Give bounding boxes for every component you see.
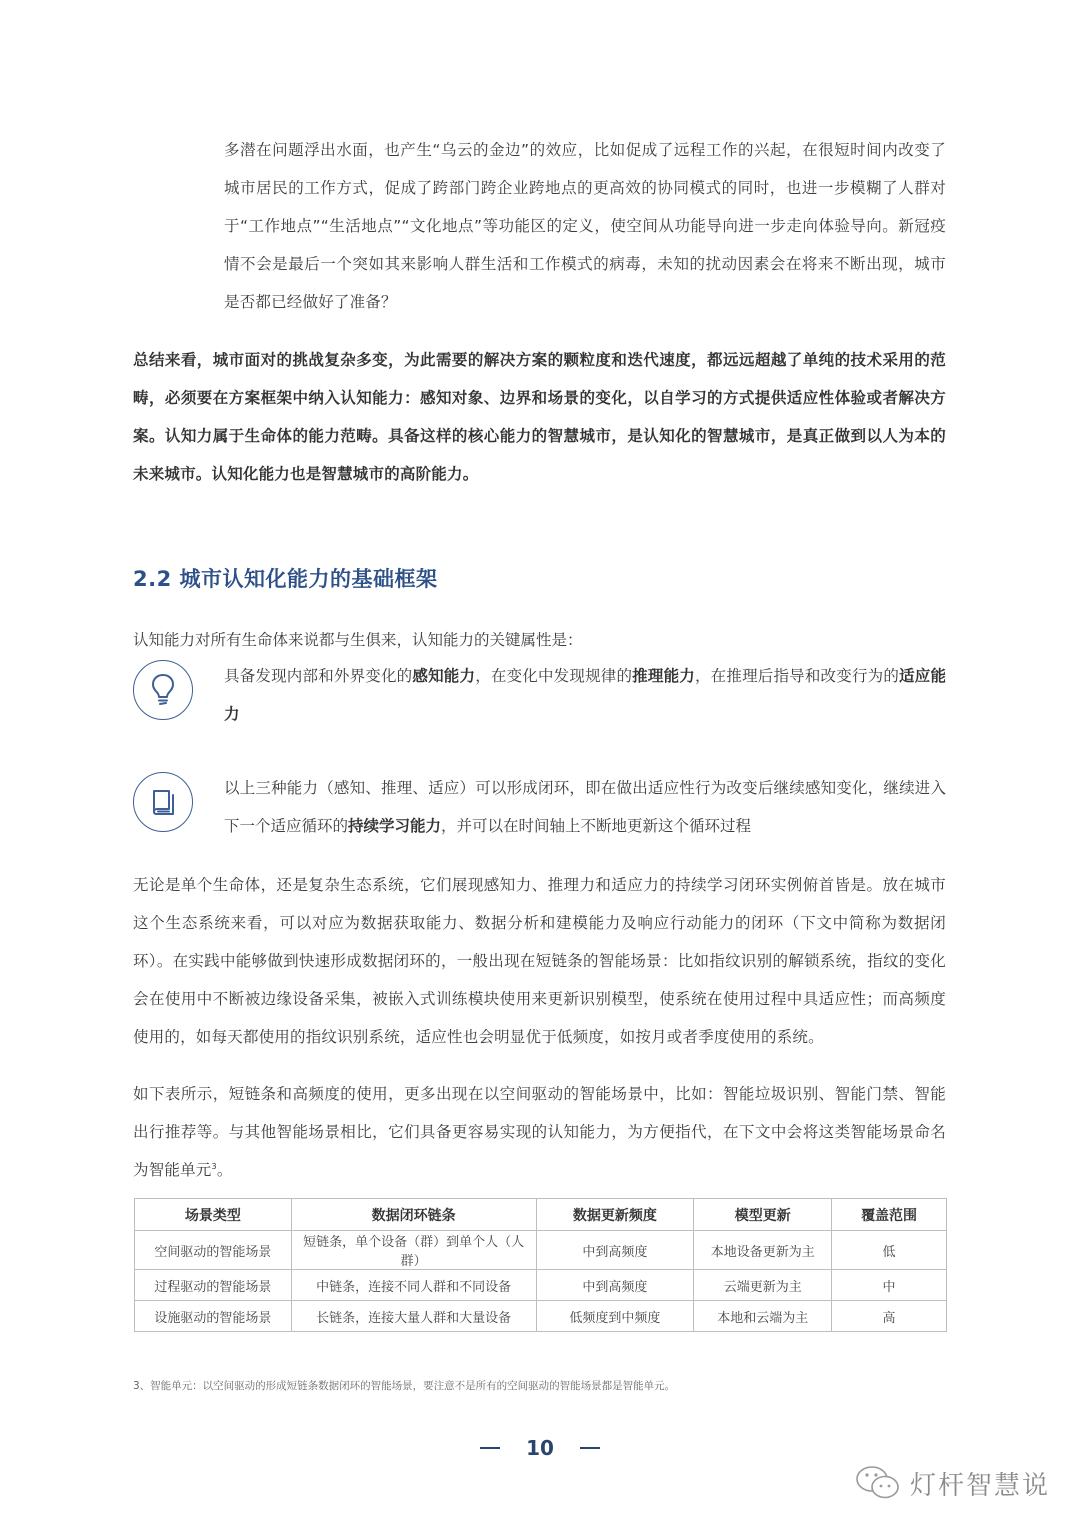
section-intro: 认知能力对所有生命体来说都与生俱来，认知能力的关键属性是： xyxy=(133,631,583,649)
text-segment: ，并可以在时间轴上不断地更新这个循环过程 xyxy=(441,817,752,835)
table-cell: 过程驱动的智能场景 xyxy=(135,1270,292,1301)
scenario-table xyxy=(134,1198,947,1332)
text-segment: ，在变化中发现规律的 xyxy=(475,667,633,685)
table-header: 数据更新频度 xyxy=(536,1199,694,1231)
body-paragraph-2-end: 。 xyxy=(216,1161,233,1179)
table-cell: 空间驱动的智能场景 xyxy=(135,1231,292,1270)
table-cell: 中 xyxy=(832,1270,947,1301)
feature-text xyxy=(224,657,946,733)
table-cell: 短链条，单个设备（群）到单个人（人群） xyxy=(291,1231,536,1270)
book-icon xyxy=(133,772,193,832)
table-cell: 中链条，连接不同人群和不同设备 xyxy=(291,1270,536,1301)
table-cell: 低频度到中频度 xyxy=(536,1301,694,1332)
body-paragraph-2-text: 如下表所示，短链条和高频度的使用，更多出现在以空间驱动的智能场景中，比如：智能垃圾识别、智能门禁、智能出行推荐等。与其他智能场景相比，它们具备更容易实现的认知能力，为方便指代，在下文中会将这类智能场景命名为智能单元 xyxy=(133,1085,946,1179)
watermark xyxy=(854,1463,1050,1503)
table-cell: 低 xyxy=(832,1231,947,1270)
table-header-row xyxy=(135,1199,947,1231)
wechat-icon xyxy=(854,1463,904,1503)
keyword-perception: 感知能力 xyxy=(412,667,476,685)
lightbulb-icon xyxy=(133,660,193,720)
page-number-text: 10 xyxy=(526,1436,554,1460)
table-row xyxy=(135,1301,947,1332)
table-row xyxy=(135,1231,947,1270)
table-cell: 中到高频度 xyxy=(536,1231,694,1270)
dash-left xyxy=(480,1447,500,1449)
dash-right xyxy=(580,1447,600,1449)
table-cell: 高 xyxy=(832,1301,947,1332)
table-cell: 长链条，连接大量人群和大量设备 xyxy=(291,1301,536,1332)
footnote: 3、智能单元：以空间驱动的形成短链条数据闭环的智能场景，要注意不是所有的空间驱动的智能场景都是智能单元。 xyxy=(133,1380,676,1392)
body-paragraph-1: 无论是单个生命体，还是复杂生态系统，它们展现感知力、推理力和适应力的持续学习闭环实例俯首皆是。放在城市这个生态系统来看，可以对应为数据获取能力、数据分析和建模能力及响应行动能力的闭环（下文中简称为数据闭环）。在实践中能够做到快速形成数据闭环的，一般出现在短链条的智能场景：比如指纹识别的解锁系统，指纹的变化会在使用中不断被边缘设备采集，被嵌入式训练模块使用来更新识别模型，使系统在使用过程中具适应性；而高频度使用的，如每天都使用的指纹识别系统，适应性也会明显优于低频度，如按月或者季度使用的系统。 xyxy=(133,876,946,1046)
table-header: 场景类型 xyxy=(135,1199,292,1231)
keyword-reasoning: 推理能力 xyxy=(632,667,695,685)
summary-paragraph: 总结来看，城市面对的挑战复杂多变，为此需要的解决方案的颗粒度和迭代速度，都远远超越了单纯的技术采用的范畴，必须要在方案框架中纳入认知能力：感知对象、边界和场景的变化，以自学习的方式提供适应性体验或者解决方案。认知力属于生命体的能力范畴。具备这样的核心能力的智慧城市，是认知化的智慧城市，是真正做到以人为本的未来城市。认知化能力也是智慧城市的高阶能力。 xyxy=(133,351,946,483)
table-cell: 本地和云端为主 xyxy=(694,1301,832,1332)
watermark-text: 灯杆智慧说 xyxy=(910,1470,1051,1501)
text-segment: 以上三种能力（感知、推理、适应）可以形成闭环，即在做出适应性行为改变后继续感知变化，继续进入下一个适应循环的 xyxy=(224,779,946,835)
table-row xyxy=(135,1270,947,1301)
table-header: 覆盖范围 xyxy=(832,1199,947,1231)
table-cell: 设施驱动的智能场景 xyxy=(135,1301,292,1332)
feature-text xyxy=(224,769,946,845)
keyword-continuous-learning: 持续学习能力 xyxy=(348,817,442,835)
text-segment: 具备发现内部和外界变化的 xyxy=(224,667,413,685)
page-number xyxy=(480,1436,600,1460)
table-cell: 本地设备更新为主 xyxy=(694,1231,832,1270)
continued-paragraph: 多潜在问题浮出水面，也产生“乌云的金边”的效应，比如促成了远程工作的兴起，在很短时间内改变了城市居民的工作方式，促成了跨部门跨企业跨地点的更高效的协同模式的同时，也进一步模糊了人群对于“工作地点”“生活地点”“文化地点”等功能区的定义，使空间从功能导向进一步走向体验导向。新冠疫情不会是最后一个突如其来影响人群生活和工作模式的病毒，未知的扰动因素会在将来不断出现，城市是否都已经做好了准备？ xyxy=(224,141,946,311)
table-header: 数据闭环链条 xyxy=(291,1199,536,1231)
body-paragraph-2 xyxy=(133,1075,946,1189)
table-cell: 云端更新为主 xyxy=(694,1270,832,1301)
keyword-adaptation: 适应能力 xyxy=(224,667,946,723)
table-header: 模型更新 xyxy=(694,1199,832,1231)
footnote-ref[interactable]: 3 xyxy=(211,1161,217,1171)
table-cell: 中到高频度 xyxy=(536,1270,694,1301)
text-segment: ，在推理后指导和改变行为的 xyxy=(694,667,900,685)
section-heading: 2.2 城市认知化能力的基础框架 xyxy=(133,567,438,591)
